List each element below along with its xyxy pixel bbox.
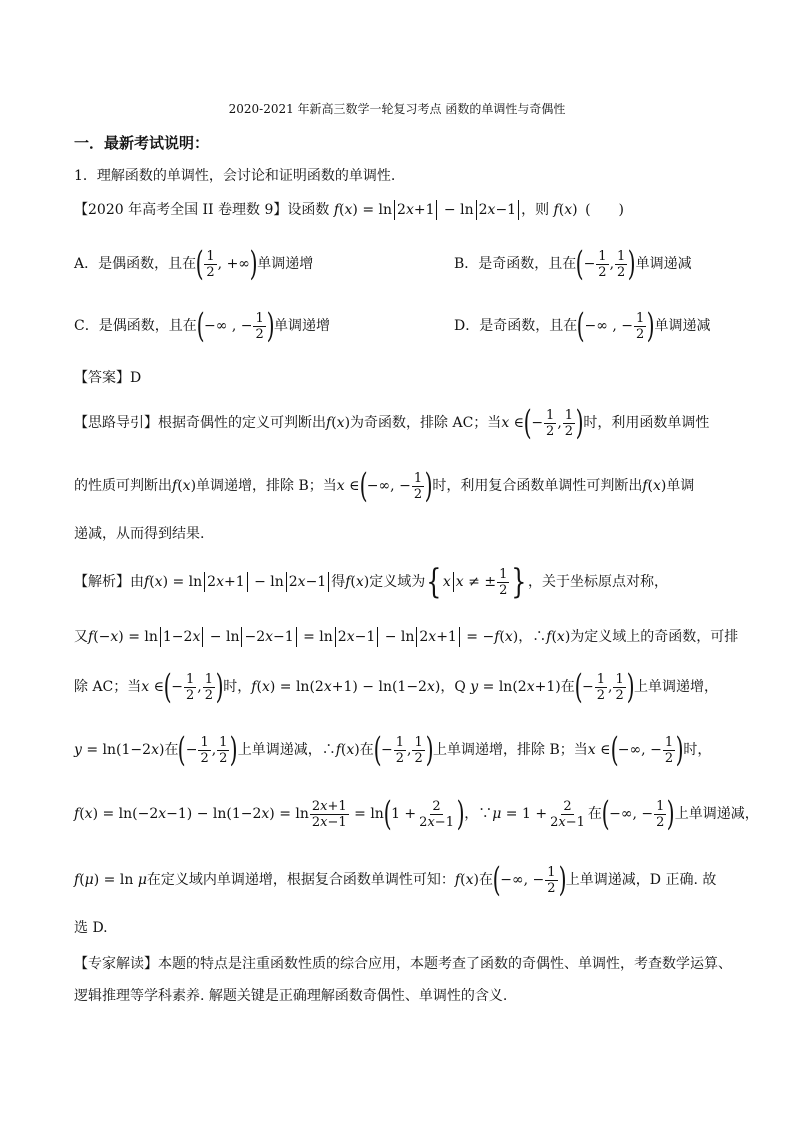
option-a: A．是偶函数，且在( $\frac{1}{2}$ , +∞)单调递增: [74, 244, 314, 284]
solution-line-7: 选 D.: [74, 920, 108, 936]
question-formula: f(x) = ln 2x+1 − ln 2x−1: [334, 202, 521, 218]
options-row-cd: [74, 306, 734, 346]
solution-line-4: y = ln(1−2x)在(− $\frac{1}{2}$ , $\frac{1}{2}$ )上单调递减，∴f(x)在(− $\frac{1}{2}$ , $\frac{1}{2}$ )上单调递增，排除 B；当x ∈(−∞, − $\frac{1}{2}$ )时，: [74, 730, 712, 770]
expert-line-2: 逻辑推理等学科素养. 解题关键是正确理解函数奇偶性、单调性的含义.: [74, 988, 508, 1004]
solution-line-5: f(x) = ln(−2x−1) − ln(1−2x) = ln $\frac{2x+1}{2x-1}$ = ln(1 + $\frac{2}{2x-1}$ )，∵μ = 1 + $\frac{2}{2x-1}$ 在(−∞, − $\frac{1}{2}$ )上单调递减，: [74, 794, 759, 834]
hint-line-1: 【思路导引】根据奇偶性的定义可判断出f(x)为奇函数，排除 AC；当x ∈(− $\frac{1}{2}$ , $\frac{1}{2}$ )时，利用函数单调性: [74, 403, 710, 443]
question-source: 【2020 年高考全国 II 卷理数 9】设函数: [74, 202, 330, 218]
hint-line-2: 的性质可判断出f(x)单调递增，排除 B；当x ∈(−∞, − $\frac{1}{2}$ )时，利用复合函数单调性可判断出f(x)单调: [74, 466, 695, 506]
hint-line-3: 递减，从而得到结果.: [74, 526, 205, 542]
solution-line-3: 除 AC；当x ∈(− $\frac{1}{2}$ , $\frac{1}{2}$ )时，f(x) = ln(2x+1) − ln(1−2x)，Q y = ln(2x+1)在(− $\frac{1}{2}$ , $\frac{1}{2}$ )上单调递增，: [74, 667, 718, 707]
option-b: B．是奇函数，且在(− $\frac{1}{2}$ , $\frac{1}{2}$ )单调递减: [454, 244, 692, 284]
solution-line-2: 又f(−x) = ln 1−2x − ln −2x−1 = ln 2x−1 − ln 2x+1 = −f(x)，∴f(x)为定义域上的奇函数，可排: [74, 629, 739, 645]
document-title: 2020-2021 年新高三数学一轮复习考点 函数的单调性与奇偶性: [228, 102, 566, 116]
answer-line: 【答案】D: [74, 370, 142, 386]
exam-requirement: 1．理解函数的单调性，会讨论和证明函数的单调性.: [74, 168, 396, 184]
question-stem: 【2020 年高考全国 II 卷理数 9】设函数 f(x) = ln 2x+1 − ln 2x−1 ，则 f(x) ( ): [74, 202, 624, 218]
solution-line-1: 【解析】由f(x) = ln 2x+1 − ln 2x−1 得f(x)定义域为{x x ≠ ± $\frac{1}{2}$ }，关于坐标原点对称，: [74, 562, 668, 602]
option-c: C．是偶函数，且在(−∞ , − $\frac{1}{2}$ )单调递增: [74, 306, 331, 346]
options-row-ab: [74, 244, 734, 284]
answer-blank: ( ): [585, 202, 624, 218]
expert-line-1: 【专家解读】本题的特点是注重函数性质的综合应用，本题考查了函数的奇偶性、单调性，考查数学运算、: [74, 956, 732, 972]
option-d: D．是奇函数，且在(−∞ , − $\frac{1}{2}$ )单调递减: [454, 306, 711, 346]
solution-line-6: f(μ) = ln μ在定义域内单调递增，根据复合函数单调性可知：f(x)在(−∞, − $\frac{1}{2}$ )上单调递减，D 正确. 故: [74, 860, 717, 900]
section-heading: 一．最新考试说明：: [74, 134, 210, 152]
